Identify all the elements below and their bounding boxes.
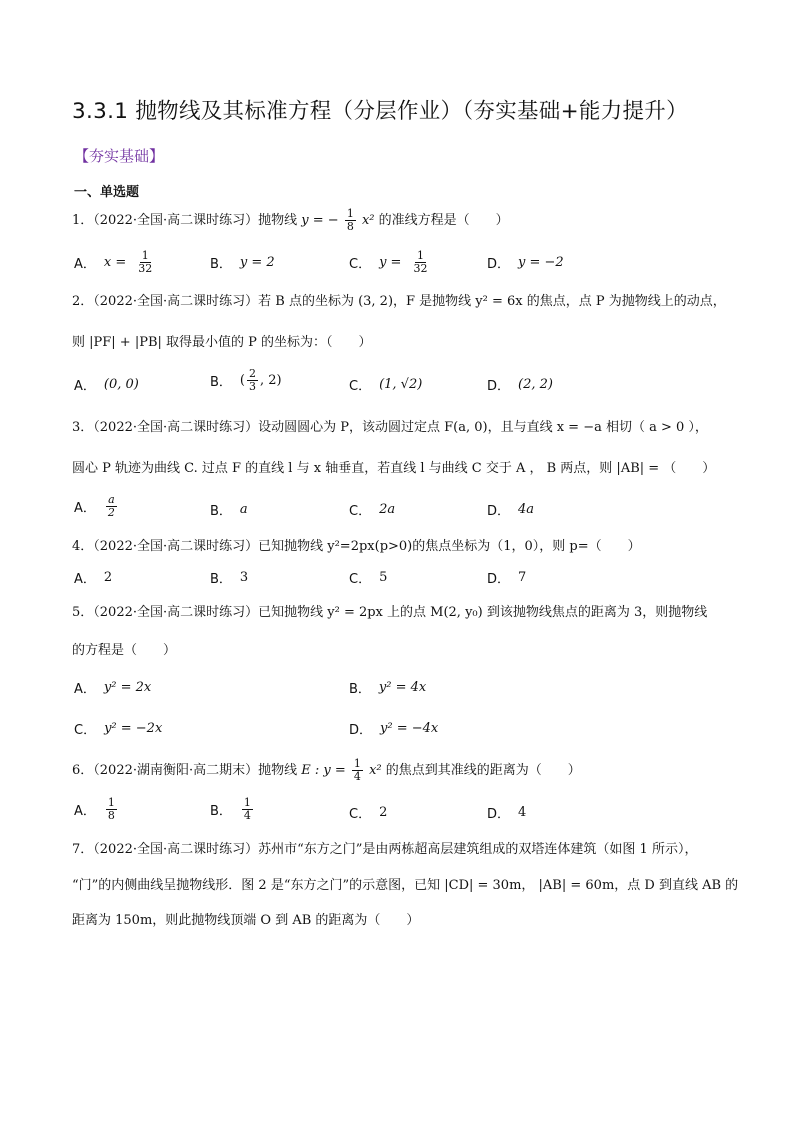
fraction: $\frac{1}{8}$: [346, 207, 354, 233]
question-6-option-a[interactable]: A． $\frac{1}{8}$: [74, 796, 115, 822]
question-3-option-d[interactable]: D． 4a: [487, 502, 535, 519]
question-2-option-d[interactable]: D． (2, 2): [487, 377, 553, 394]
question-2-option-b[interactable]: B． ( $\frac{2}{3}$ , 2): [210, 367, 282, 393]
question-2-option-a[interactable]: A． (0, 0): [74, 377, 139, 394]
question-3-option-a[interactable]: A． $\frac{a}{2}$: [74, 493, 115, 519]
fraction: $\frac{1}{8}$: [107, 796, 115, 822]
question-5-stem-line2: 的方程是（ ）: [72, 643, 177, 658]
question-3-stem-line1: 3．（2022·全国·高二课时练习）设动圆圆心为 P，该动圆过定点 F(a, 0)，且与直线 x = −a 相切（ a > 0 ），: [72, 420, 708, 435]
question-5-option-a[interactable]: A． y² = 2x: [74, 680, 152, 697]
question-6-stem: 6．（2022·湖南衡阳·高二期末）抛物线 E : y = $\frac{1}{4}$ x² 的焦点到其准线的距离为（ ）: [72, 757, 581, 783]
page-title: 3.3.1 抛物线及其标准方程（分层作业）（夯实基础+能力提升）: [72, 99, 688, 124]
question-2-stem-line1: 2．（2022·全国·高二课时练习）若 B 点的坐标为 (3, 2)，F 是抛物线 y² = 6x 的焦点，点 P 为抛物线上的动点，: [72, 294, 726, 309]
question-1-option-c[interactable]: C． y = $\frac{1}{32}$: [349, 249, 428, 275]
question-4-option-c[interactable]: C． 5: [349, 570, 388, 587]
fraction: $\frac{1}{4}$: [353, 757, 361, 783]
question-1-option-a[interactable]: A． x = $\frac{1}{32}$: [74, 249, 153, 275]
question-2-option-c[interactable]: C． (1, √2): [349, 377, 423, 394]
part-heading: 一、单选题: [74, 185, 140, 200]
question-6-option-d[interactable]: D． 4: [487, 805, 527, 822]
question-1-option-b[interactable]: B． y = 2: [210, 255, 275, 272]
question-4-option-d[interactable]: D． 7: [487, 570, 527, 587]
question-3-stem-line2: 圆心 P 轨迹为曲线 C. 过点 F 的直线 l 与 x 轴垂直，若直线 l 与曲线 C 交于 A ， B 两点，则 |AB| = （ ）: [72, 461, 716, 476]
question-6-option-b[interactable]: B． $\frac{1}{4}$: [210, 796, 251, 822]
fraction: $\frac{1}{32}$: [138, 249, 153, 275]
fraction: $\frac{a}{2}$: [107, 493, 115, 519]
question-4-option-a[interactable]: A． 2: [74, 570, 113, 587]
question-1-option-d[interactable]: D． y = −2: [487, 255, 564, 272]
question-1-stem: 1．（2022·全国·高二课时练习）抛物线 y = − $\frac{1}{8}$ x² 的准线方程是（ ）: [72, 207, 509, 233]
fraction: $\frac{1}{32}$: [413, 249, 428, 275]
fraction: $\frac{1}{4}$: [243, 796, 251, 822]
question-5-option-b[interactable]: B． y² = 4x: [349, 680, 427, 697]
question-3-option-c[interactable]: C． 2a: [349, 502, 396, 519]
question-5-stem-line1: 5．（2022·全国·高二课时练习）已知抛物线 y² = 2px 上的点 M(2, y₀) 到该抛物线焦点的距离为 3，则抛物线: [72, 605, 708, 620]
question-7-stem-line3: 距离为 150m，则此抛物线顶端 O 到 AB 的距离为（ ）: [72, 913, 420, 928]
question-3-option-b[interactable]: B． a: [210, 502, 248, 519]
section-heading: 【夯实基础】: [74, 147, 165, 165]
question-7-stem-line1: 7．（2022·全国·高二课时练习）苏州市“东方之门”是由两栋超高层建筑组成的双塔连体建筑（如图 1 所示），: [72, 842, 698, 857]
question-2-stem-line2: 则 |PF| + |PB| 取得最小值的 P 的坐标为：（ ）: [72, 335, 372, 350]
question-5-option-c[interactable]: C． y² = −2x: [74, 721, 163, 738]
question-6-option-c[interactable]: C． 2: [349, 805, 388, 822]
question-7-stem-line2: “门”的内侧曲线呈抛物线形．图 2 是“东方之门”的示意图，已知 |CD| = 30m， |AB| = 60m，点 D 到直线 AB 的: [72, 878, 739, 893]
fraction: $\frac{2}{3}$: [249, 367, 256, 393]
question-4-stem: 4．（2022·全国·高二课时练习）已知抛物线 y²=2px(p>0)的焦点坐标为（1，0），则 p=（ ）: [72, 539, 641, 554]
question-5-option-d[interactable]: D． y² = −4x: [349, 721, 439, 738]
question-4-option-b[interactable]: B． 3: [210, 570, 249, 587]
